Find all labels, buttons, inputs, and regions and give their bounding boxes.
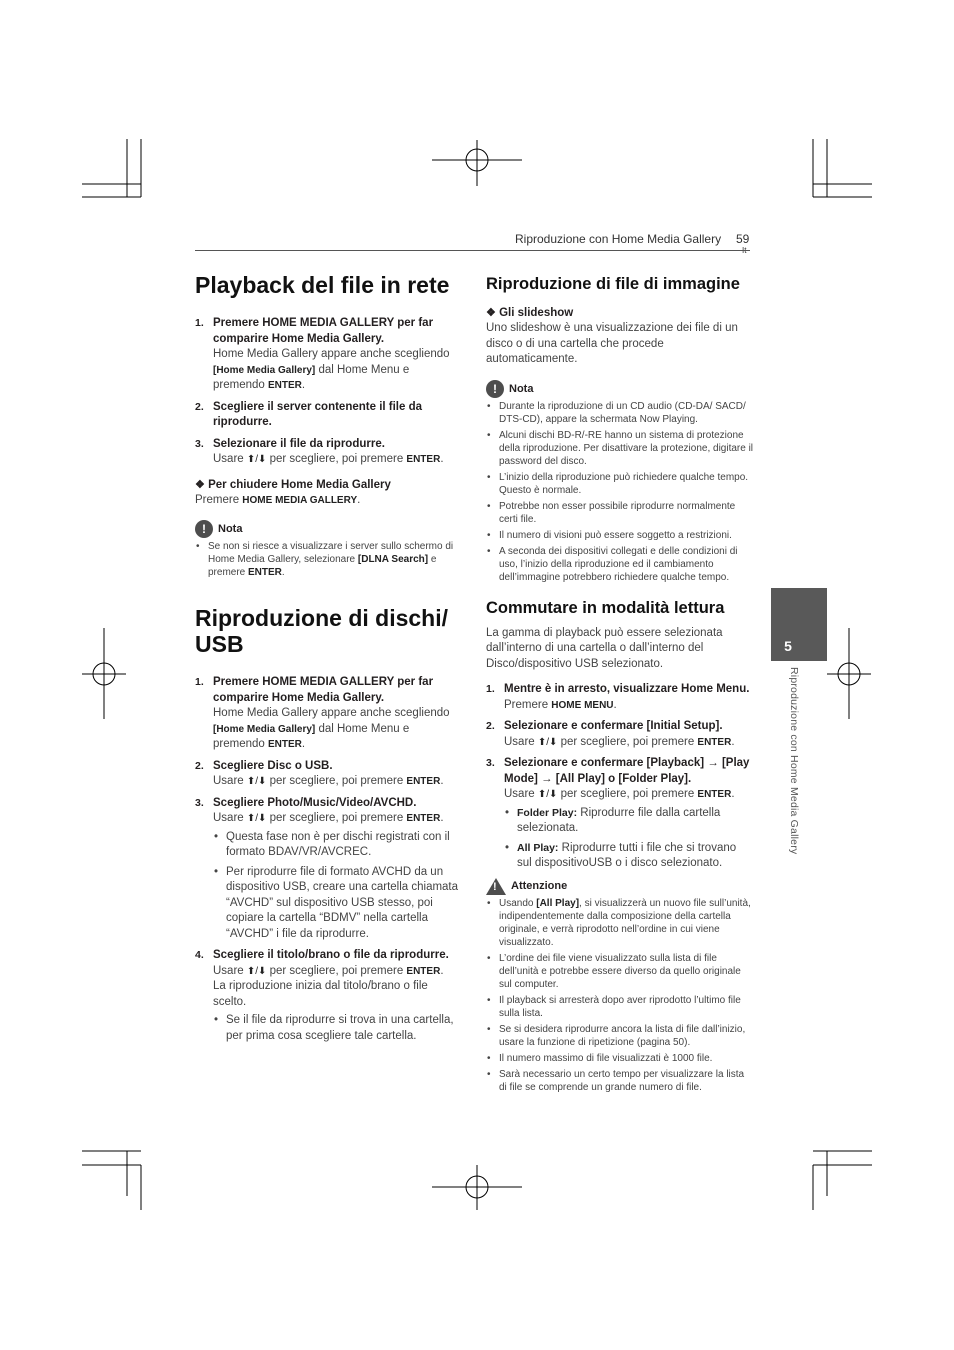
page-number: 59 — [736, 232, 750, 246]
step: 3. Scegliere Photo/Music/Video/AVCHD. Usare ⬆/⬇ per scegliere, poi premere ENTER. • Questa fase non è per dischi registrati con il formato BDAV/VR/AVCREC. • Per riprodurre file di formato AVCHD da un dispositivo USB, creare una cartella chiamata “AVCHD” sul dispositivo USB stesso, poi copiare la cartella “BDMV” nella cartella “AVCHD” i file da riprodurre. — [195, 796, 463, 943]
chapter-side-title: Riproduzione con Home Media Gallery — [788, 667, 800, 855]
note-item: • Alcuni dischi BD-R/-RE hanno un sistema di protezione della riproduzione. Per disattivare la protezione, digitare il password del disco. — [486, 429, 754, 468]
step: 3. Selezionare il file da riprodurre. Usare ⬆/⬇ per scegliere, poi premere ENTER. — [195, 437, 444, 465]
steps-modalita — [486, 682, 754, 872]
step: 4. Scegliere il titolo/brano o file da riprodurre. Usare ⬆/⬇ per scegliere, poi premere ENTER. La riproduzione inizia dal titolo/brano o file scelto. • Se il file da riprodurre si trova in una cartella, per prima cosa scegliere tale cartella. — [195, 948, 463, 1044]
subheading-slideshow: ❖ Gli slideshow — [486, 307, 574, 319]
right-column — [486, 274, 754, 1097]
caution-list — [486, 897, 754, 1094]
left-column — [195, 272, 463, 1050]
list-item: • All Play: Riprodurre tutti i file che si trovano sul dispositivoUSB o i disco selezionato. — [504, 841, 754, 872]
arrow-icons: ⬆/⬇ — [246, 813, 267, 824]
exclamation-icon: ! — [195, 520, 213, 538]
arrow-icons: ⬆/⬇ — [537, 789, 558, 800]
steps-dischi-usb — [195, 675, 463, 1044]
caution-item: • L’ordine dei file viene visualizzato sulla lista di file dell’unità e potrebbe essere diverso da quello originale sul computer. — [486, 952, 754, 991]
caution-item: • Sarà necessario un certo tempo per visualizzare la lista di file se comprende un grande numero di file. — [486, 1068, 754, 1094]
list-item: • Folder Play: Riprodurre file dalla cartella selezionata. — [504, 806, 754, 837]
note-list — [195, 540, 463, 579]
arrow-icons: ⬆/⬇ — [246, 965, 267, 977]
note-heading: ! Nota — [195, 520, 463, 538]
section-title-playback-rete: Playback del file in rete — [195, 272, 450, 298]
caution-item: • Il playback si arresterà dopo aver riprodotto l’ultimo file sulla lista. — [486, 994, 754, 1020]
running-header: Riproduzione con Home Media Gallery — [515, 232, 722, 246]
note-item: • L’inizio della riproduzione può richiedere qualche tempo. Questo è normale. — [486, 471, 754, 497]
step-bullets — [504, 806, 754, 872]
warning-icon: ! — [486, 878, 506, 895]
note-item: • A seconda dei dispositivi collegati e delle condizioni di uso, l’inizio della riproduzione ed il cambiamento dell’immagine potrebbero richiedere qualche tempo. — [486, 545, 754, 584]
step: 2. Selezionare e confermare [Initial Setup]. Usare ⬆/⬇ per scegliere, poi premere ENTER. — [486, 720, 735, 748]
list-item: • Per riprodurre file di formato AVCHD da un dispositivo USB, creare una cartella chiamata “AVCHD” sul dispositivo USB stesso, poi copiare la cartella “BDMV” nella cartella “AVCHD” i file da riprodurre. — [213, 865, 463, 943]
step: 3. Selezionare e confermare [Playback] → [Play Mode] → [All Play] o [Folder Play]. Usare ⬆/⬇ per scegliere, poi premere ENTER. • Folder Play: Riprodurre file dalla cartella selezionata. • All Play: Riprodurre tutti i file che si trovano sul dispositivoUSB o i disco selezionato. — [486, 756, 754, 872]
steps-playback-rete — [195, 316, 463, 468]
note-item: • Durante la riproduzione di un CD audio (CD-DA/ SACD/ DTS-CD), appare la schermata Now Playing. — [486, 400, 754, 426]
step: 1. Premere HOME MEDIA GALLERY per far comparire Home Media Gallery. Home Media Gallery appare anche scegliendo [Home Media Gallery] dal Home Menu e premendo ENTER. — [195, 317, 450, 391]
arrow-icons: ⬆/⬇ — [537, 736, 558, 748]
list-item: • Se il file da riprodurre si trova in una cartella, per prima cosa scegliere tale cartella. — [213, 1013, 463, 1044]
subheading-close: ❖ Per chiudere Home Media Gallery — [195, 478, 391, 491]
arrow-icons: ⬆/⬇ — [246, 776, 267, 787]
caution-item: • Se si desidera riprodurre ancora la lista di file dall’inizio, usare la funzione di ripetizione (pagina 50). — [486, 1023, 754, 1049]
note-item: • Il numero di visioni può essere soggetto a restrizioni. — [486, 529, 754, 542]
step-bullets — [213, 830, 463, 943]
step: 1. Mentre è in arresto, visualizzare Home Menu. Premere HOME MENU. — [486, 683, 750, 711]
mode-intro: La gamma di playback può essere selezionata dall’interno di una cartella o dall’interno del Disco/dispositivo USB selezionato. — [486, 626, 723, 670]
caution-item: • Usando [All Play], si visualizzerà un nuovo file sull’unità, indipendentemente dalla composizione della cartella originale, e verrà riprodotto nell’ordine in cui viene visualizzato. — [486, 897, 754, 949]
note-heading: ! Nota — [486, 380, 754, 398]
slideshow-text: Uno slideshow è una visualizzazione dei file di un disco o di una cartella che procede automaticamente. — [486, 322, 738, 365]
note-item: • Potrebbe non esser possibile riprodurre normalmente certi file. — [486, 500, 754, 526]
diamond-icon: ❖ — [486, 307, 496, 319]
step: 2. Scegliere il server contenente il file da riprodurre. — [195, 400, 423, 428]
close-instructions: Premere HOME MEDIA GALLERY. — [195, 493, 361, 506]
caution-heading: ! Attenzione — [486, 878, 754, 895]
chapter-number: 5 — [784, 638, 792, 654]
exclamation-icon: ! — [486, 380, 504, 398]
section-title-dischi-usb: Riproduzione di dischi/ USB — [195, 605, 448, 657]
note-item: • Se non si riesce a visualizzare i server sullo schermo di Home Media Gallery, selezionare [DLNA Search] e premere ENTER. — [195, 540, 463, 579]
section-title-modalita: Commutare in modalità lettura — [486, 598, 725, 617]
diamond-icon: ❖ — [195, 478, 205, 491]
step-bullets — [213, 1013, 463, 1044]
note-list — [486, 400, 754, 584]
step: 1. Premere HOME MEDIA GALLERY per far comparire Home Media Gallery. Home Media Gallery appare anche scegliendo [Home Media Gallery] dal Home Menu e premendo ENTER. — [195, 676, 450, 750]
arrow-icons: ⬆/⬇ — [246, 454, 267, 465]
caution-item: • Il numero massimo di file visualizzati è 1000 file. — [486, 1052, 754, 1065]
header-rule — [195, 250, 750, 251]
list-item: • Questa fase non è per dischi registrati con il formato BDAV/VR/AVCREC. — [213, 830, 463, 861]
step: 2. Scegliere Disc o USB. Usare ⬆/⬇ per scegliere, poi premere ENTER. — [195, 759, 444, 787]
section-title-immagine: Riproduzione di file di immagine — [486, 275, 740, 293]
